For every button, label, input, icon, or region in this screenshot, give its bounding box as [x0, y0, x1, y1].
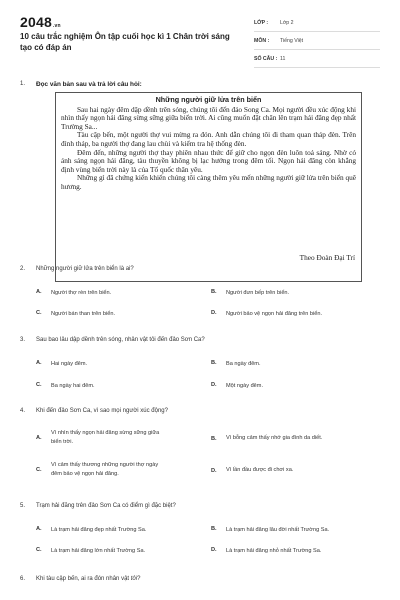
option-letter: A. — [36, 360, 42, 366]
meta-key: MÔN : — [254, 37, 270, 44]
answer-option[interactable] — [211, 547, 321, 556]
passage-paragraph: Sau hai ngày đêm dập dềnh trên sóng, chúng tôi đến đảo Song Ca. Mọi người đều xúc động khi nhìn thấy ngọn hải đăng sừng sững giữa biển trời. Ai cũng muốn đặt chân lên trạm hải đăng đẹp nhất Trường Sa... — [61, 104, 356, 131]
answer-option[interactable] — [36, 382, 95, 391]
passage-paragraph: Đêm đến, những người thợ thay phiên nhau thức để giữ cho ngọn đèn luôn toả sáng. Nhờ có ánh sáng ngọn hải đăng, tàu thuyền không bị lạc hướng trong đêm tối. Ngọn hải đăng còn khẳng định vùng biển trời này là của Tổ quốc thân yêu. — [61, 147, 356, 174]
option-text: Người thợ rèn trên biển. — [51, 290, 112, 296]
option-letter: C. — [36, 547, 42, 553]
question-number: 3. — [20, 337, 26, 343]
answer-option[interactable] — [211, 526, 329, 535]
page-title: 10 câu trắc nghiệm Ôn tập cuối học kì 1 Chân trời sáng tạo có đáp án — [20, 32, 230, 52]
reading-passage — [55, 92, 362, 282]
option-text-line: đêm bảo vệ ngọn hải đăng. — [51, 471, 119, 477]
question-number: 2. — [20, 266, 26, 272]
question-number: 4. — [20, 408, 26, 414]
meta-value: 11 — [280, 55, 286, 62]
logo-suffix: .vn — [52, 23, 61, 29]
option-text: Một ngày đêm. — [226, 383, 263, 389]
question-text — [36, 576, 140, 582]
option-text: Là trạm hải đăng đẹp nhất Trường Sa. — [51, 527, 147, 533]
answer-option[interactable] — [36, 547, 145, 556]
option-letter: C. — [36, 467, 42, 473]
option-letter: B. — [211, 289, 217, 295]
question-text-part: Khi tàu cập bến, ai ra đón nhân vật — [36, 576, 131, 582]
question-number: 1. — [20, 81, 26, 87]
option-letter: C. — [36, 382, 42, 388]
option-text: Người đưn bếp trên biển. — [226, 290, 290, 296]
meta-value: Lớp 2 — [280, 19, 294, 26]
option-letter: D. — [211, 467, 217, 474]
answer-option[interactable] — [211, 434, 322, 443]
option-letter: C. — [36, 310, 42, 316]
option-text: Ba ngày hai đêm. — [51, 383, 95, 389]
option-text — [51, 461, 158, 479]
meta-key: LỚP : — [254, 19, 269, 26]
answer-option[interactable] — [36, 429, 159, 447]
logo-name: 2048 — [20, 14, 52, 30]
option-letter: D. — [211, 310, 217, 316]
option-text-line: biển trời. — [51, 439, 74, 445]
option-text: Vì bỗng cảm thấy nhớ gia đình da diết. — [226, 435, 323, 441]
meta-row-subject — [254, 32, 380, 50]
option-letter: B. — [211, 360, 217, 366]
option-text: Hai ngày đêm. — [51, 361, 88, 367]
option-text: Là trạm hải đăng lâu đời nhất Trường Sa. — [226, 527, 330, 533]
meta-row-count — [254, 50, 380, 68]
meta-value: Tiếng Việt — [280, 37, 304, 44]
option-text-line: Vì cảm thấy thương những người thợ ngày — [51, 462, 159, 468]
answer-option[interactable] — [211, 360, 261, 369]
question-text: Đọc văn bản sau và trả lời câu hỏi: — [36, 81, 142, 88]
option-letter: A. — [36, 435, 42, 441]
question-text-part: ? — [137, 576, 141, 582]
option-letter: A. — [36, 526, 42, 532]
option-letter: D. — [211, 547, 217, 553]
answer-option[interactable] — [211, 310, 322, 319]
question-text: Những người giữ lửa trên biển là ai? — [36, 266, 134, 272]
option-text: Người bán than trên biển. — [51, 311, 116, 317]
option-letter: D. — [211, 382, 217, 388]
option-text: Vì lần đầu được đi chơi xa. — [226, 467, 294, 473]
meta-key: SỐ CÂU : — [254, 55, 278, 62]
logo[interactable] — [20, 14, 61, 30]
option-letter: A. — [36, 289, 42, 295]
answer-option[interactable] — [211, 382, 263, 391]
question-text: Khi đến đảo Sơn Ca, vì sao mọi người xúc động? — [36, 408, 168, 414]
meta-table — [254, 14, 380, 68]
answer-option[interactable] — [36, 289, 111, 298]
answer-option[interactable] — [36, 310, 115, 319]
answer-option[interactable] — [36, 461, 158, 479]
passage-paragraph: Những gì đã chứng kiến khiến chúng tôi càng thêm yêu mến những người giữ lửa trên biển quê hương. — [61, 173, 356, 191]
option-text: Là trạm hải đăng lớn nhất Trường Sa. — [51, 548, 146, 554]
passage-author: Theo Đoàn Đại Trí — [299, 253, 355, 263]
option-text: Người bảo vệ ngọn hải đăng trên biển. — [226, 311, 323, 317]
passage-paragraph: Tàu cập bến, một người thợ vui mừng ra đón. Anh dẫn chúng tôi đi tham quan tháp đèn. Trên đỉnh tháp, ba người thợ đang lau chùi và kiểm tra hệ thống đèn. — [61, 130, 356, 148]
question-text: Trạm hải đăng trên đảo Sơn Ca có điểm gì đặc biệt? — [36, 503, 176, 509]
question-number: 6. — [20, 576, 26, 582]
option-letter: B. — [211, 526, 217, 532]
passage-title: Những người giữ lửa trên biển — [155, 95, 262, 104]
answer-option[interactable] — [36, 526, 146, 535]
option-text: Là trạm hải đăng nhỏ nhất Trường Sa. — [226, 548, 322, 554]
question-text: Sau bao lâu dập dềnh trên sóng, nhân vật tôi đến đảo Sơn Ca? — [36, 337, 205, 343]
answer-option[interactable] — [36, 360, 87, 369]
option-letter: B. — [211, 435, 217, 442]
option-text: Ba ngày đêm. — [226, 361, 261, 367]
answer-option[interactable] — [211, 466, 293, 475]
option-text — [51, 429, 159, 447]
meta-row-class — [254, 14, 380, 32]
question-number: 5. — [20, 503, 26, 509]
answer-option[interactable] — [211, 289, 289, 298]
question-text-emphasis: tôi — [130, 576, 138, 582]
option-text-line: Vì nhìn thấy ngọn hải đăng sừng sững giữa — [51, 430, 160, 436]
